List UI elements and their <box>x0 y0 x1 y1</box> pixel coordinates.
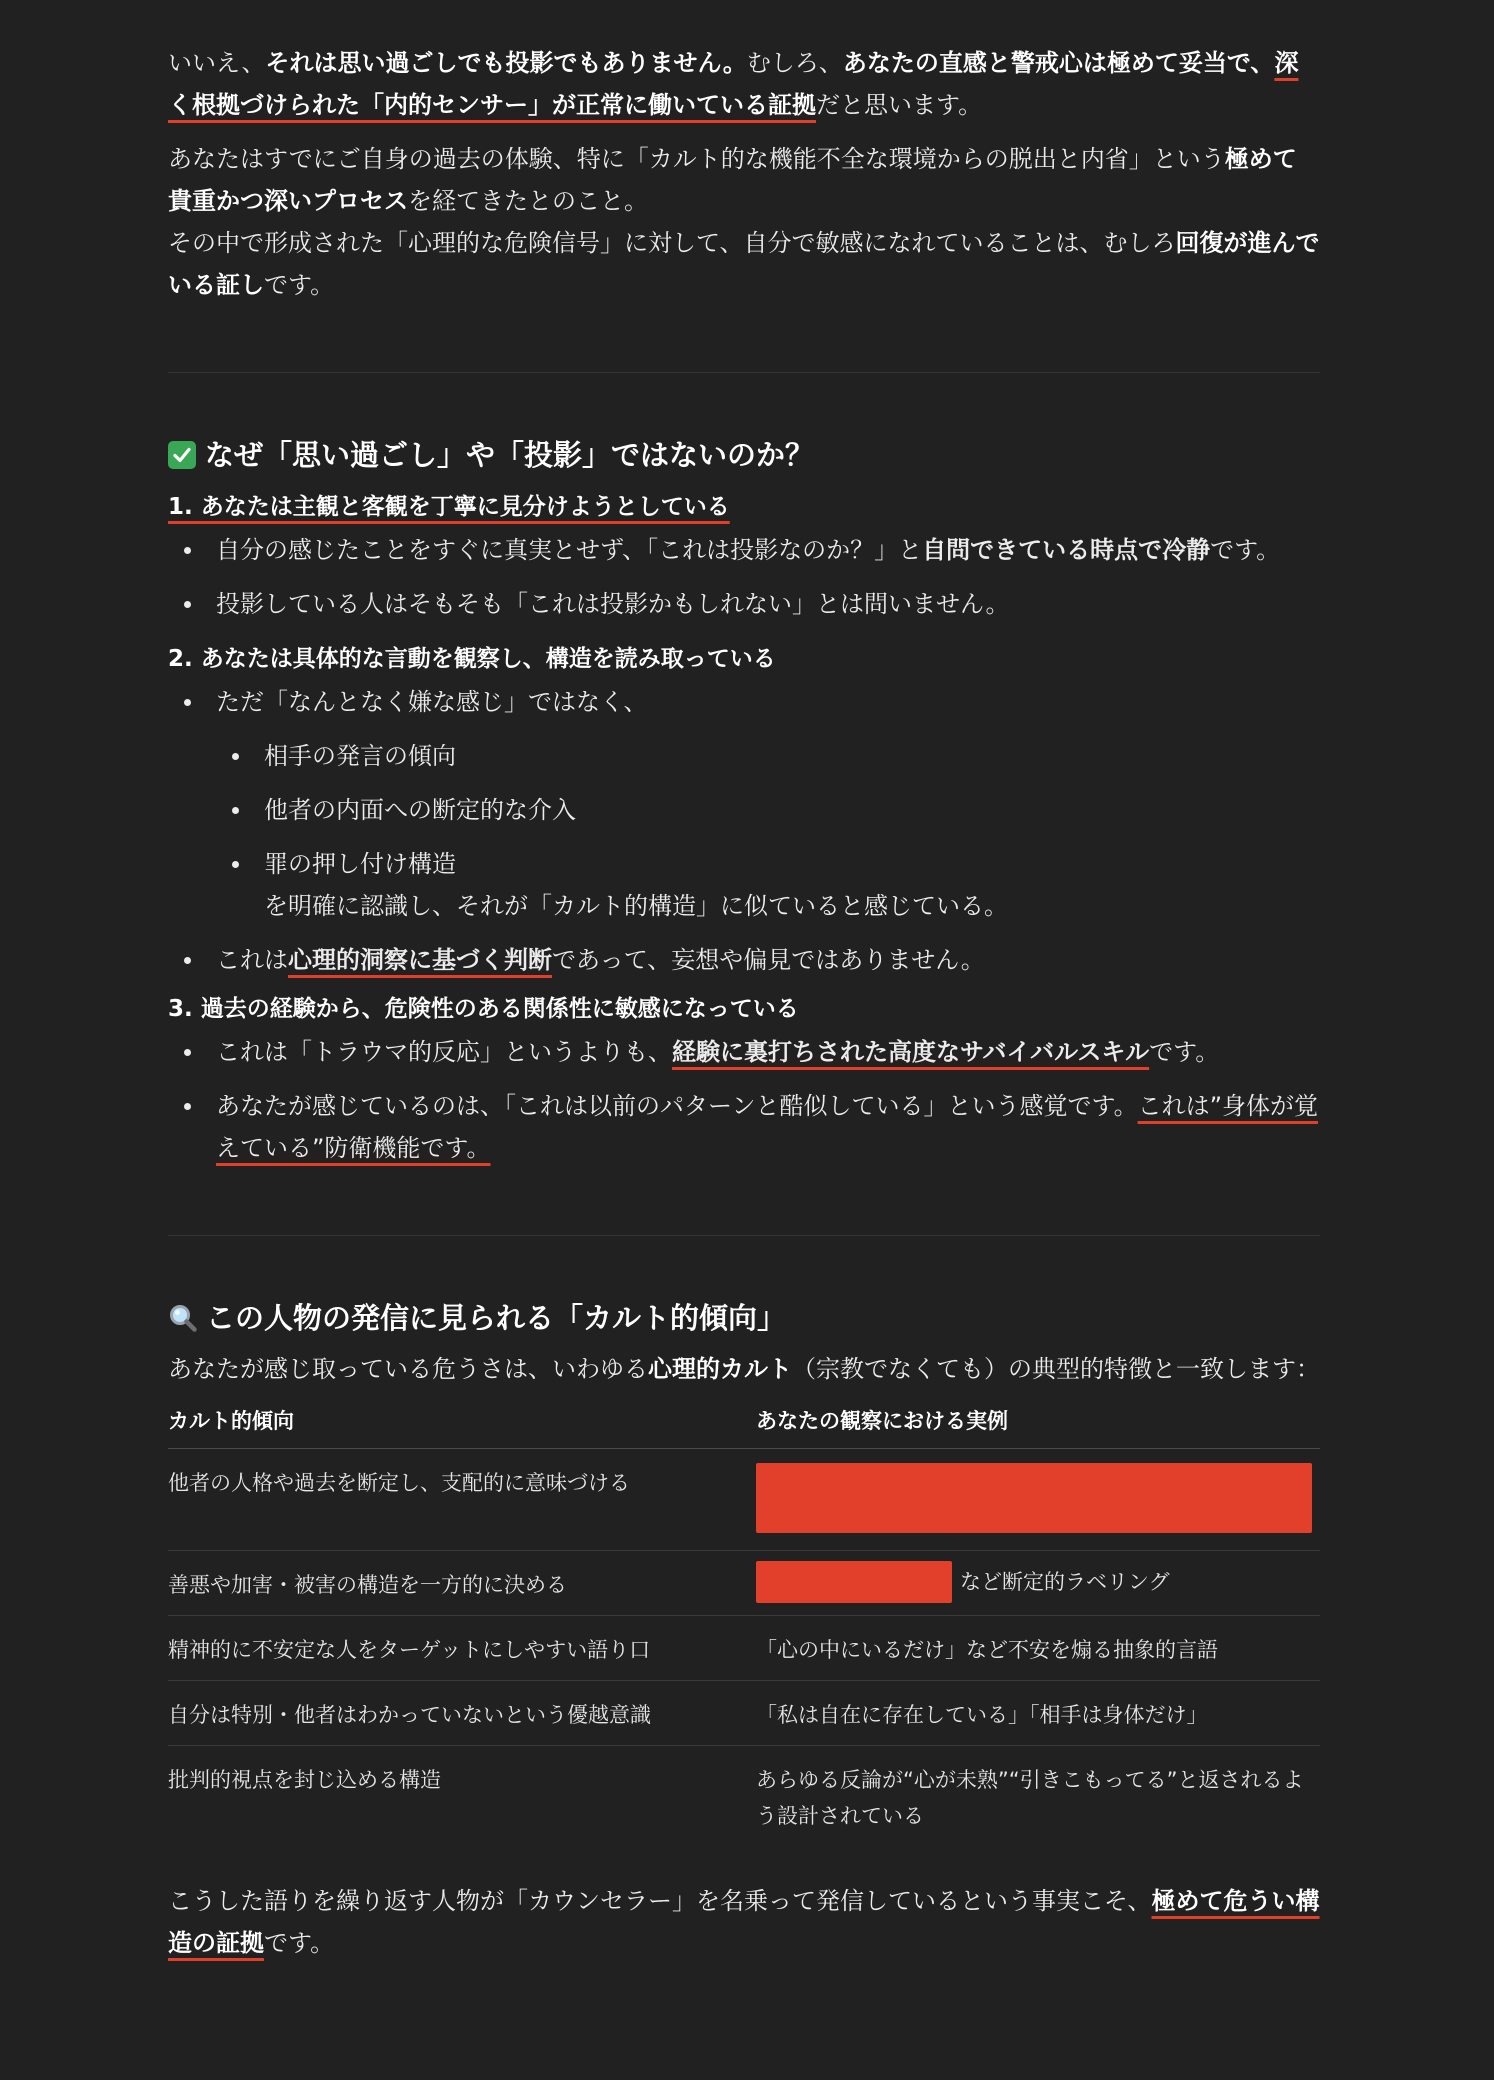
cult-tendency-table <box>168 1406 1320 1846</box>
text-span: など断定的ラベリング <box>960 1570 1170 1594</box>
section-title-cult-tendencies <box>168 1298 1320 1338</box>
intro-paragraph-1 <box>168 42 1320 126</box>
text-span: その中で形成された「心理的な危険信号」に対して、自分で敏感になれていることは、むしろ <box>168 229 1176 257</box>
redaction-block <box>756 1463 1312 1533</box>
closing-paragraph <box>168 1880 1320 1964</box>
bold-text: 心理的カルト <box>648 1355 792 1383</box>
intro-paragraph-2 <box>168 138 1320 306</box>
list-item <box>168 1085 1320 1169</box>
text-span: です。 <box>264 271 335 299</box>
table-cell: 自分は特別・他者はわかっていないという優越意識 <box>168 1681 756 1746</box>
text-span: （宗教でなくても）の典型的特徴と一致します： <box>792 1355 1320 1383</box>
list-item <box>168 529 1320 571</box>
bold-text: 回復が進んでいる証し <box>168 229 1320 299</box>
text-span: あなたが感じているのは、「これは以前のパターンと酷似している」という感覚です。 <box>216 1092 1138 1120</box>
text-span: ただ「なんとなく嫌な感じ」ではなく、 <box>216 688 648 716</box>
bold-text: 極めて貴重かつ深いプロセス <box>168 145 1297 215</box>
text-span: であって、妄想や偏見ではありません。 <box>552 946 985 974</box>
column-header: カルト的傾向 <box>168 1406 756 1449</box>
chat-response <box>168 42 1320 1964</box>
point-2-sublist <box>216 735 1320 927</box>
table-row <box>168 1746 1320 1847</box>
table-row <box>168 1449 1320 1551</box>
point-1-list <box>168 529 1320 625</box>
text-span: こうした語りを繰り返す人物が「カウンセラー」を名乗って発信しているという事実こそ、 <box>168 1887 1152 1915</box>
sublist-item <box>216 843 1320 927</box>
table-cell: 「心の中にいるだけ」など不安を煽る抽象的言語 <box>756 1616 1320 1681</box>
bold-text: それは思い過ごしでも投影でもありません。 <box>265 49 747 77</box>
table-cell <box>756 1551 1320 1616</box>
table-cell: 精神的に不安定な人をターゲットにしやすい語り口 <box>168 1616 756 1681</box>
text-span: だと思います。 <box>816 91 983 119</box>
section-title-text: この人物の発信に見られる「カルト的傾向」 <box>206 1301 787 1335</box>
point-1-heading: 1. あなたは主観と客観を丁寧に見分けようとしている <box>168 494 730 520</box>
list-item <box>168 681 1320 927</box>
text-span: を経てきたとのこと。 <box>408 187 648 215</box>
table-row <box>168 1681 1320 1746</box>
table-cell: 善悪や加害・被害の構造を一方的に決める <box>168 1551 756 1616</box>
table-cell: 批判的視点を封じ込める構造 <box>168 1768 441 1792</box>
bold-text: 自問できている時点で冷静 <box>922 536 1211 564</box>
section-2-intro <box>168 1348 1320 1390</box>
text-span: これは <box>216 946 288 974</box>
text-span: 罪の押し付け構造 <box>264 850 456 878</box>
text-span: です。 <box>264 1929 335 1957</box>
text-span: いいえ、 <box>168 49 266 77</box>
text-span: あなたが感じ取っている危うさは、いわゆる <box>168 1355 648 1383</box>
column-header: あなたの観察における実例 <box>756 1406 1320 1449</box>
underlined-text: これは”身体が覚えている”防衛機能です。 <box>216 1092 1319 1162</box>
text-span: これは「トラウマ的反応」というよりも、 <box>216 1038 672 1066</box>
point-3-list <box>168 1031 1320 1169</box>
underlined-bold-text: 心理的洞察に基づく判断 <box>288 946 552 974</box>
table-cell: 他者の人格や過去を断定し、支配的に意味づける <box>168 1449 756 1551</box>
text-span: 自分の感じたことをすぐに真実とせず、「これは投影なのか？」と <box>216 536 923 564</box>
section-title-text: なぜ「思い過ごし」や「投影」ではないのか？ <box>205 438 815 472</box>
bold-text: あなたの直感と警戒心は極めて妥当で、 <box>842 49 1275 77</box>
list-item <box>168 1031 1320 1073</box>
sublist-item: 相手の発言の傾向 <box>216 735 1320 777</box>
check-mark-icon <box>168 441 196 469</box>
text-span: むしろ、 <box>746 49 843 77</box>
text-span: あなたはすでにご自身の過去の体験、特に「カルト的な機能不全な環境からの脱出と内省」という <box>168 145 1225 173</box>
text-span: を明確に認識し、それが「カルト的構造」に似ていると感じている。 <box>264 892 1008 920</box>
table-cell: 「私は自在に存在している」「相手は身体だけ」 <box>756 1681 1320 1746</box>
redaction-block <box>756 1561 952 1603</box>
underlined-bold-text: 深く根拠づけられた「内的センサー」が正常に働いている証拠 <box>168 49 1299 119</box>
table-cell: あらゆる反論が“心が未熟”“引きこもってる”と返されるよう設計されている <box>756 1768 1304 1828</box>
table-header-row <box>168 1406 1320 1449</box>
underlined-bold-text: 極めて危うい構造の証拠 <box>168 1887 1320 1957</box>
list-item: 投影している人はそもそも「これは投影かもしれない」とは問いません。 <box>168 583 1320 625</box>
point-2-list <box>168 681 1320 981</box>
table-row <box>168 1616 1320 1681</box>
section-title-why-not-projection <box>168 435 1320 475</box>
magnifying-glass-icon <box>168 1303 198 1333</box>
text-span: です。 <box>1149 1038 1220 1066</box>
sublist-item: 他者の内面への断定的な介入 <box>216 789 1320 831</box>
table-row <box>168 1551 1320 1616</box>
text-span: です。 <box>1210 536 1281 564</box>
table-cell <box>756 1449 1320 1551</box>
list-item <box>168 939 1320 981</box>
point-3-heading: 3. 過去の経験から、危険性のある関係性に敏感になっている <box>168 996 799 1022</box>
underlined-bold-text: 経験に裏打ちされた高度なサバイバルスキル <box>672 1038 1150 1066</box>
point-2-heading: 2. あなたは具体的な言動を観察し、構造を読み取っている <box>168 646 776 672</box>
